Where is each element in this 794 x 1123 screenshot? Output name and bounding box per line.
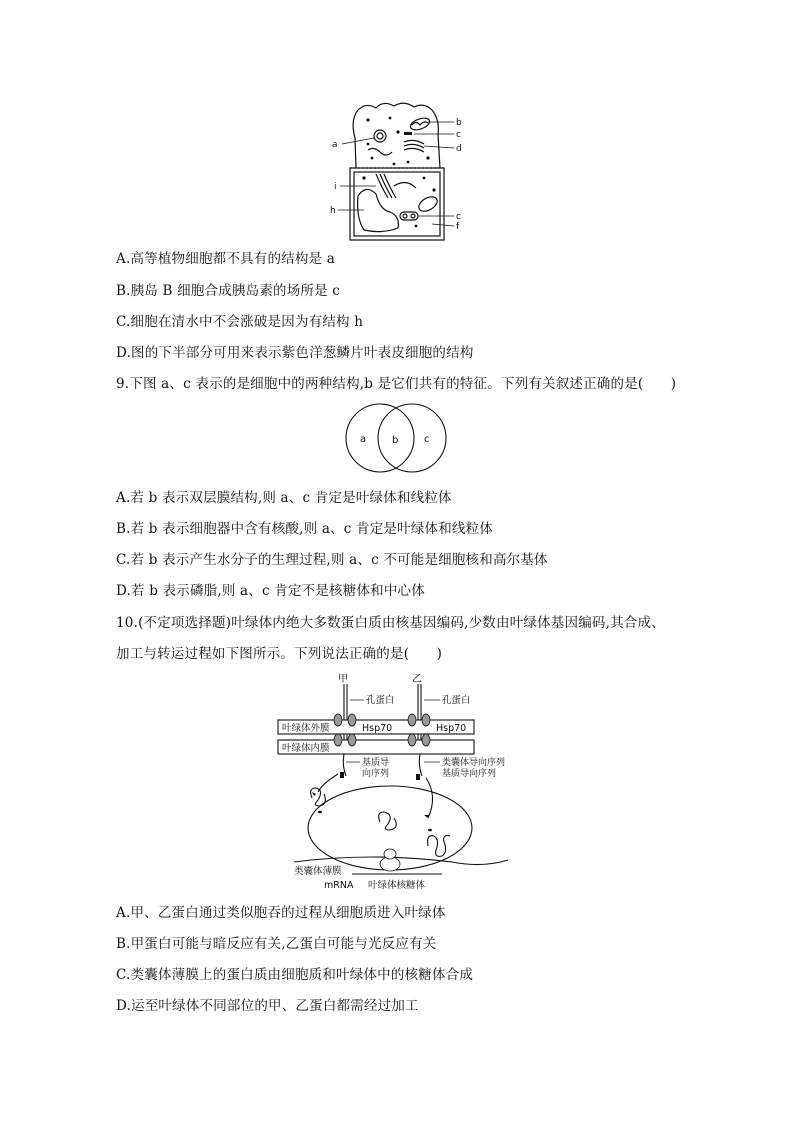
venn-label-a: a xyxy=(360,434,367,445)
q9-option-d: D.若 b 表示磷脂,则 a、c 肯定不是核糖体和中心体 xyxy=(116,583,425,599)
label-yi: 乙 xyxy=(412,674,422,685)
label-c-lower: c xyxy=(456,212,461,222)
q8-option-b: B.胰岛 B 细胞合成胰岛素的场所是 c xyxy=(116,283,341,299)
label-ribosome: 叶绿体核糖体 xyxy=(368,880,426,891)
label-thylakoid-seq: 类囊体导向序列 xyxy=(442,758,506,768)
label-outer-membrane: 叶绿体外膜 xyxy=(282,723,330,734)
label-f: f xyxy=(456,222,460,232)
label-mrna: mRNA xyxy=(324,880,354,891)
q9-option-b: B.若 b 表示细胞器中含有核酸,则 a、c 肯定是叶绿体和线粒体 xyxy=(116,521,494,537)
label-i: i xyxy=(334,182,337,192)
label-stroma-seq-1: 基质导 xyxy=(362,758,390,768)
label-pore-left: 孔蛋白 xyxy=(366,695,395,706)
label-inner-membrane: 叶绿体内膜 xyxy=(282,743,330,754)
venn-label-b: b xyxy=(392,435,399,446)
q10-option-d: D.运至叶绿体不同部位的甲、乙蛋白都需经过加工 xyxy=(116,998,419,1014)
label-thylakoid-membrane: 类囊体薄膜 xyxy=(294,866,342,877)
q10-option-a: A.甲、乙蛋白通过类似胞吞的过程从细胞质进入叶绿体 xyxy=(116,905,446,921)
label-d: d xyxy=(456,144,462,154)
label-a: a xyxy=(332,140,338,150)
venn-label-c: c xyxy=(424,434,430,445)
q10-option-b: B.甲蛋白可能与暗反应有关,乙蛋白可能与光反应有关 xyxy=(116,936,437,952)
label-stroma-seq-2: 向序列 xyxy=(362,769,390,779)
q9-option-a: A.若 b 表示双层膜结构,则 a、c 肯定是叶绿体和线粒体 xyxy=(116,490,452,506)
q10-stem-line2: 加工与转运过程如下图所示。下列说法正确的是( ) xyxy=(116,646,443,662)
label-pore-right: 孔蛋白 xyxy=(442,695,471,706)
chloroplast-import-diagram xyxy=(272,670,534,892)
label-h: h xyxy=(330,206,336,216)
q8-option-c: C.细胞在清水中不会涨破是因为有结构 h xyxy=(116,314,364,330)
label-jia: 甲 xyxy=(338,674,348,685)
q10-stem-line1: 10.(不定项选择题)叶绿体内绝大多数蛋白质由核基因编码,少数由叶绿体基因编码,其合成、 xyxy=(116,615,665,631)
label-stroma-seq-right: 基质导向序列 xyxy=(442,769,497,779)
label-b: b xyxy=(456,118,462,128)
label-hsp70-right: Hsp70 xyxy=(436,723,467,734)
label-c-upper: c xyxy=(456,130,461,140)
q10-option-c: C.类囊体薄膜上的蛋白质由细胞质和叶绿体中的核糖体合成 xyxy=(116,967,474,983)
venn-diagram xyxy=(340,400,452,476)
q9-stem: 9.下图 a、c 表示的是细胞中的两种结构,b 是它们共有的特征。下列有关叙述正确的是( ) xyxy=(116,376,677,392)
q8-option-d: D.图的下半部分可用来表示紫色洋葱鳞片叶表皮细胞的结构 xyxy=(116,345,474,361)
cell-diagram xyxy=(328,98,468,244)
q8-option-a: A.高等植物细胞都不具有的结构是 a xyxy=(116,251,335,267)
q9-option-c: C.若 b 表示产生水分子的生理过程,则 a、c 不可能是细胞核和高尔基体 xyxy=(116,552,548,568)
label-hsp70-left: Hsp70 xyxy=(362,723,393,734)
